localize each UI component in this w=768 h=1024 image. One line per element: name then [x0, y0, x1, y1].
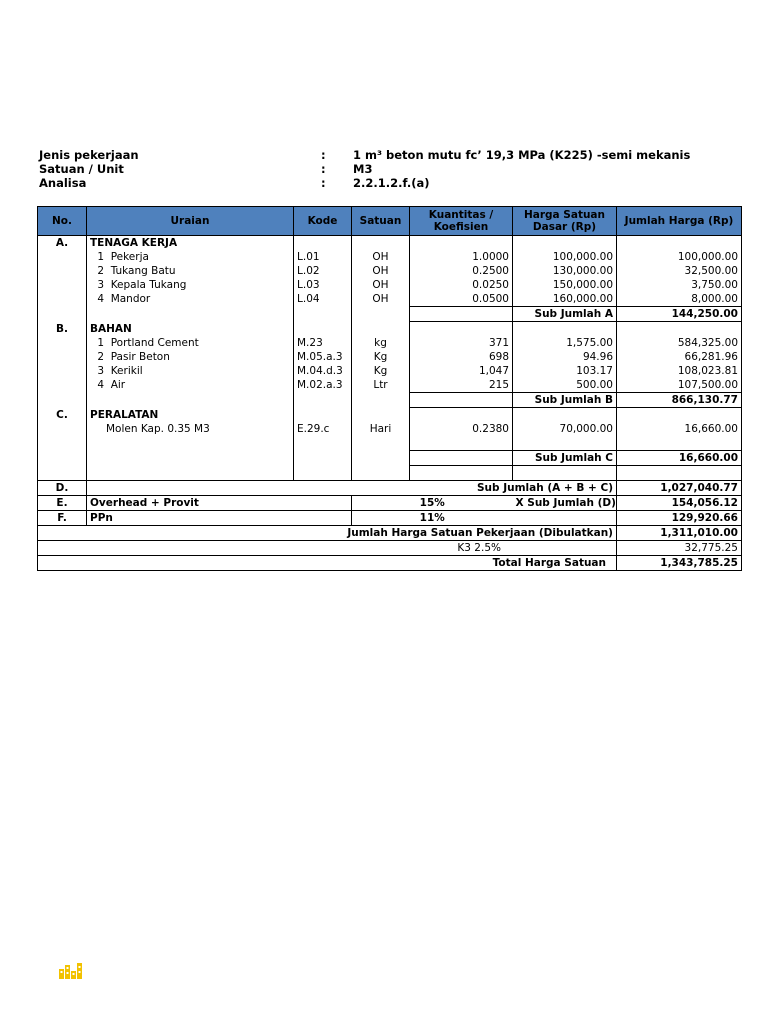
item-harga: 160,000.00 — [513, 292, 617, 307]
k3-value: 32,775.25 — [617, 541, 742, 556]
col-kode: Kode — [294, 207, 352, 236]
item-jumlah: 8,000.00 — [617, 292, 742, 307]
col-harga: Harga Satuan Dasar (Rp) — [513, 207, 617, 236]
summary-label: X Sub Jumlah (D) — [513, 496, 617, 511]
item-name: 3 Kerikil — [87, 364, 294, 378]
section-no: C. — [38, 408, 87, 423]
item-koef: 698 — [410, 350, 513, 364]
subtotal-label: Sub Jumlah A — [513, 307, 617, 322]
col-no: No. — [38, 207, 87, 236]
summary-row-d — [38, 481, 742, 496]
item-name: 1 Portland Cement — [87, 336, 294, 350]
table-row — [38, 364, 742, 378]
section-no: A. — [38, 236, 87, 251]
item-name: 4 Air — [87, 378, 294, 393]
item-jumlah: 3,750.00 — [617, 278, 742, 292]
jenis-label: Jenis pekerjaan — [39, 148, 139, 162]
section-row — [38, 236, 742, 251]
item-satuan: Kg — [352, 364, 410, 378]
subtotal-row — [38, 393, 742, 408]
section-no: B. — [38, 322, 87, 337]
item-satuan: Kg — [352, 350, 410, 364]
analisa-value: 2.2.1.2.f.(a) — [353, 176, 430, 190]
summary-value: 154,056.12 — [617, 496, 742, 511]
item-kode: M.05.a.3 — [294, 350, 352, 364]
item-kode: L.02 — [294, 264, 352, 278]
total-row — [38, 556, 742, 571]
subtotal-row — [38, 451, 742, 466]
summary-percent: 15% — [352, 496, 513, 511]
section-title: PERALATAN — [87, 408, 294, 423]
item-harga: 500.00 — [513, 378, 617, 393]
section-row — [38, 322, 742, 337]
item-satuan: Ltr — [352, 378, 410, 393]
item-satuan: Hari — [352, 422, 410, 436]
item-jumlah: 100,000.00 — [617, 250, 742, 264]
table-row — [38, 278, 742, 292]
summary-name: PPn — [87, 511, 352, 526]
item-jumlah: 16,660.00 — [617, 422, 742, 436]
subtotal-label: Sub Jumlah B — [513, 393, 617, 408]
item-koef: 215 — [410, 378, 513, 393]
item-harga: 130,000.00 — [513, 264, 617, 278]
item-satuan: OH — [352, 264, 410, 278]
col-jumlah: Jumlah Harga (Rp) — [617, 207, 742, 236]
satuan-label: Satuan / Unit — [39, 162, 124, 176]
col-kuantitas: Kuantitas / Koefisien — [410, 207, 513, 236]
table-header-row — [38, 207, 742, 236]
k3-row — [38, 541, 742, 556]
item-jumlah: 108,023.81 — [617, 364, 742, 378]
analysis-table — [37, 206, 742, 571]
spacer-row — [38, 466, 742, 481]
section-title: TENAGA KERJA — [87, 236, 294, 251]
item-kode: L.04 — [294, 292, 352, 307]
satuan-value: M3 — [353, 162, 373, 176]
jumlah-value: 1,311,010.00 — [617, 526, 742, 541]
summary-no: F. — [38, 511, 87, 526]
item-satuan: OH — [352, 292, 410, 307]
subtotal-row — [38, 307, 742, 322]
item-kode: L.03 — [294, 278, 352, 292]
summary-label: Sub Jumlah (A + B + C) — [87, 481, 617, 496]
item-kode: E.29.c — [294, 422, 352, 436]
item-koef: 1.0000 — [410, 250, 513, 264]
item-harga: 150,000.00 — [513, 278, 617, 292]
item-satuan: OH — [352, 250, 410, 264]
table-row — [38, 350, 742, 364]
subtotal-value: 144,250.00 — [617, 307, 742, 322]
item-kode: M.04.d.3 — [294, 364, 352, 378]
item-name: 4 Mandor — [87, 292, 294, 307]
summary-row-e — [38, 496, 742, 511]
subtotal-value: 16,660.00 — [617, 451, 742, 466]
colon: : — [321, 176, 326, 190]
item-kode: M.02.a.3 — [294, 378, 352, 393]
item-harga: 103.17 — [513, 364, 617, 378]
summary-no: D. — [38, 481, 87, 496]
item-harga: 70,000.00 — [513, 422, 617, 436]
table-row — [38, 292, 742, 307]
table-row — [38, 250, 742, 264]
col-uraian: Uraian — [87, 207, 294, 236]
col-satuan: Satuan — [352, 207, 410, 236]
item-kode: L.01 — [294, 250, 352, 264]
item-satuan: kg — [352, 336, 410, 350]
item-koef: 1,047 — [410, 364, 513, 378]
item-koef: 0.0250 — [410, 278, 513, 292]
subtotal-label: Sub Jumlah C — [513, 451, 617, 466]
summary-name: Overhead + Provit — [87, 496, 352, 511]
summary-value: 1,027,040.77 — [617, 481, 742, 496]
spacer-row — [38, 436, 742, 451]
item-harga: 100,000.00 — [513, 250, 617, 264]
item-name: 2 Pasir Beton — [87, 350, 294, 364]
subtotal-value: 866,130.77 — [617, 393, 742, 408]
item-koef: 0.2380 — [410, 422, 513, 436]
item-koef: 371 — [410, 336, 513, 350]
item-harga: 1,575.00 — [513, 336, 617, 350]
summary-percent: 11% — [352, 511, 513, 526]
table-row — [38, 264, 742, 278]
item-jumlah: 66,281.96 — [617, 350, 742, 364]
item-jumlah: 32,500.00 — [617, 264, 742, 278]
item-jumlah: 584,325.00 — [617, 336, 742, 350]
jumlah-label: Jumlah Harga Satuan Pekerjaan (Dibulatkan) — [38, 526, 617, 541]
building-logo-icon — [58, 960, 84, 980]
item-harga: 94.96 — [513, 350, 617, 364]
total-value: 1,343,785.25 — [617, 556, 742, 571]
item-koef: 0.2500 — [410, 264, 513, 278]
summary-row-f — [38, 511, 742, 526]
section-title: BAHAN — [87, 322, 294, 337]
item-kode: M.23 — [294, 336, 352, 350]
summary-value: 129,920.66 — [617, 511, 742, 526]
item-name: 3 Kepala Tukang — [87, 278, 294, 292]
item-name: Molen Kap. 0.35 M3 — [87, 422, 294, 436]
jumlah-row — [38, 526, 742, 541]
summary-no: E. — [38, 496, 87, 511]
colon: : — [321, 162, 326, 176]
analisa-label: Analisa — [39, 176, 87, 190]
table-row — [38, 336, 742, 350]
item-name: 2 Tukang Batu — [87, 264, 294, 278]
total-label: Total Harga Satuan — [38, 556, 617, 571]
jenis-value: 1 m³ beton mutu fc’ 19,3 MPa (K225) -semi mekanis — [353, 148, 691, 162]
table-row — [38, 378, 742, 393]
k3-label: K3 2.5% — [38, 541, 617, 556]
table-row — [38, 422, 742, 436]
item-satuan: OH — [352, 278, 410, 292]
section-row — [38, 408, 742, 423]
item-jumlah: 107,500.00 — [617, 378, 742, 393]
colon: : — [321, 148, 326, 162]
item-name: 1 Pekerja — [87, 250, 294, 264]
item-koef: 0.0500 — [410, 292, 513, 307]
